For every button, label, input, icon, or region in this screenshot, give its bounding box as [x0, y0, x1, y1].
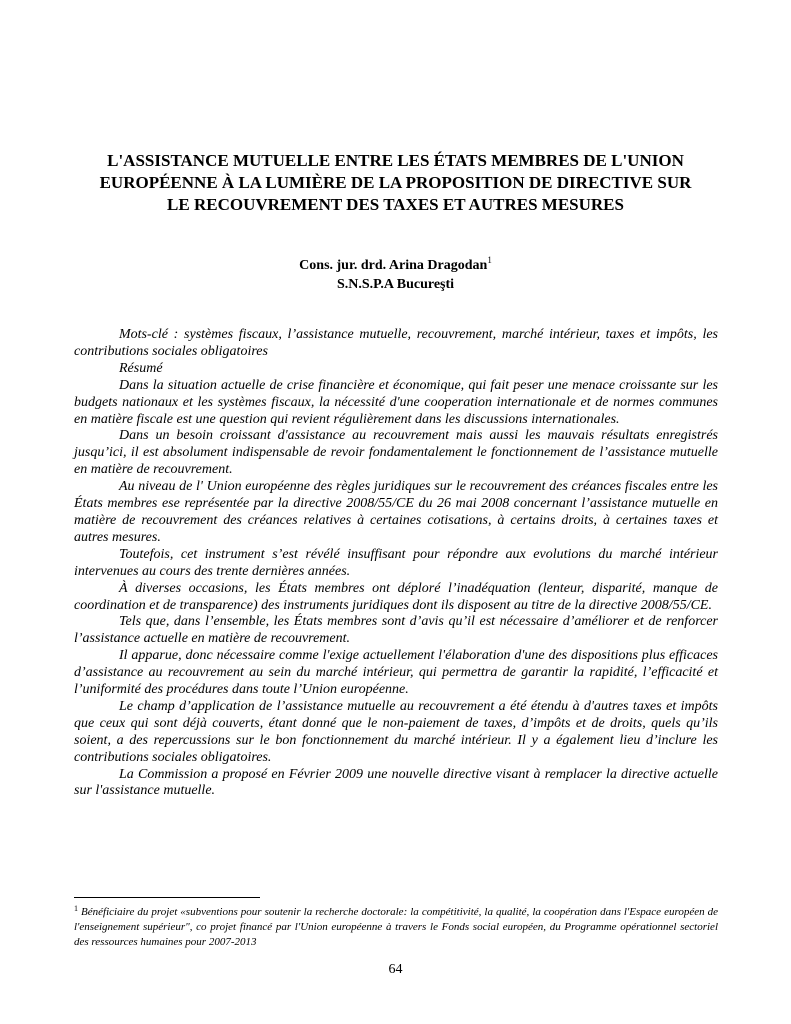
footnote — [74, 905, 718, 950]
body-paragraph: La Commission a proposé en Février 2009 une nouvelle directive visant à remplacer la directive actuelle sur l'assistance mutuelle. — [74, 766, 718, 799]
body-paragraph: Au niveau de l' Union européenne des règles juridiques sur le recouvrement des créances fiscales entre les États membres ese représentée par la directive 2008/55/CE du 26 mai 2008 concernant l’assistance mutuelle en matière de recouvrement des créances relatives à certaines cotisations, à certains droits, à certaines taxes et autres mesures. — [74, 479, 718, 545]
footnote-number: 1 — [74, 904, 78, 913]
body-paragraph: Dans un besoin croissant d'assistance au recouvrement mais aussi les mauvais résultats enregistrés jusqu’ici, il est absolument indispensable de revoir fondamentalement le fonctionnement de l’assistance mutuelle en matière de recouvrement. — [74, 428, 718, 478]
footnote-reference[interactable]: 1 — [487, 255, 492, 265]
author-block — [0, 256, 791, 294]
title-line: L'ASSISTANCE MUTUELLE ENTRE LES ÉTATS MEMBRES DE L'UNION — [107, 151, 684, 170]
title-line: LE RECOUVREMENT DES TAXES ET AUTRES MESURES — [167, 195, 624, 214]
author-line — [0, 256, 791, 275]
body-paragraph: Dans la situation actuelle de crise financière et économique, qui fait peser une menace croissante sur les budgets nationaux et les systèmes fiscaux, la nécessité d'une cooperation internationale et de normes communes en matière fiscale est une question qui revient régulièrement dans les discussions internationales. — [74, 377, 718, 427]
page-number: 64 — [388, 962, 403, 977]
body-paragraph: Tels que, dans l’ensemble, les États membres sont d’avis qu’il est nécessaire d’améliorer et de renforcer l’assistance actuelle en matière de recouvrement. — [74, 614, 718, 647]
keywords-paragraph: Mots-clé : systèmes fiscaux, l’assistance mutuelle, recouvrement, marché intérieur, taxes et impôts, les contributions sociales obligatoires — [74, 327, 718, 359]
footnote-separator — [74, 897, 260, 898]
title-line: EUROPÉENNE À LA LUMIÈRE DE LA PROPOSITION DE DIRECTIVE SUR — [99, 173, 692, 192]
page-title — [60, 150, 731, 216]
footnote-text: Bénéficiaire du projet «subventions pour soutenir la recherche doctorale: la compétitivité, la qualité, la coopération dans l'Espace européen de l'enseignement supérieur", co projet financé par l'Union européenne à travers le Fonds social européen, du Programme opérationnel sectoriel des ressources humaines pour 2007-2013 — [74, 906, 718, 948]
abstract-heading: Résumé — [119, 360, 163, 376]
author-affiliation: S.N.S.P.A Bucureşti — [336, 277, 455, 292]
article-body — [74, 327, 718, 800]
body-paragraph: Toutefois, cet instrument s’est révélé insuffisant pour répondre aux evolutions du marché intérieur intervenues au cours des trente dernières années. — [74, 546, 718, 579]
body-paragraph: À diverses occasions, les États membres ont déploré l’inadéquation (lenteur, disparité, manque de coordination et de transparence) des instruments juridiques dont ils disposent au titre de la directive 2008/55/CE. — [74, 580, 718, 613]
author-name: Cons. jur. drd. Arina Dragodan — [299, 258, 488, 273]
body-paragraph: Le champ d’application de l’assistance mutuelle au recouvrement a été étendu à d'autres taxes et impôts que ceux qui sont déjà couverts, étant donné que le non-paiement de taxes, d’impôts et de droits, quels qu’ils soient, a des repercussions sur le bon fonctionnement du marché intérieur. Il y a également lieu d’inclure les contributions sociales obligatoires. — [74, 698, 718, 765]
body-paragraph: Il apparue, donc nécessaire comme l'exige actuellement l'élaboration d'une des dispositions plus efficaces d’assistance au recouvrement au sein du marché intérieur, qui permettra de garantir la rapidité, l’efficacité et l’uniformité des procédures dans toute l’Union européenne. — [74, 648, 718, 698]
